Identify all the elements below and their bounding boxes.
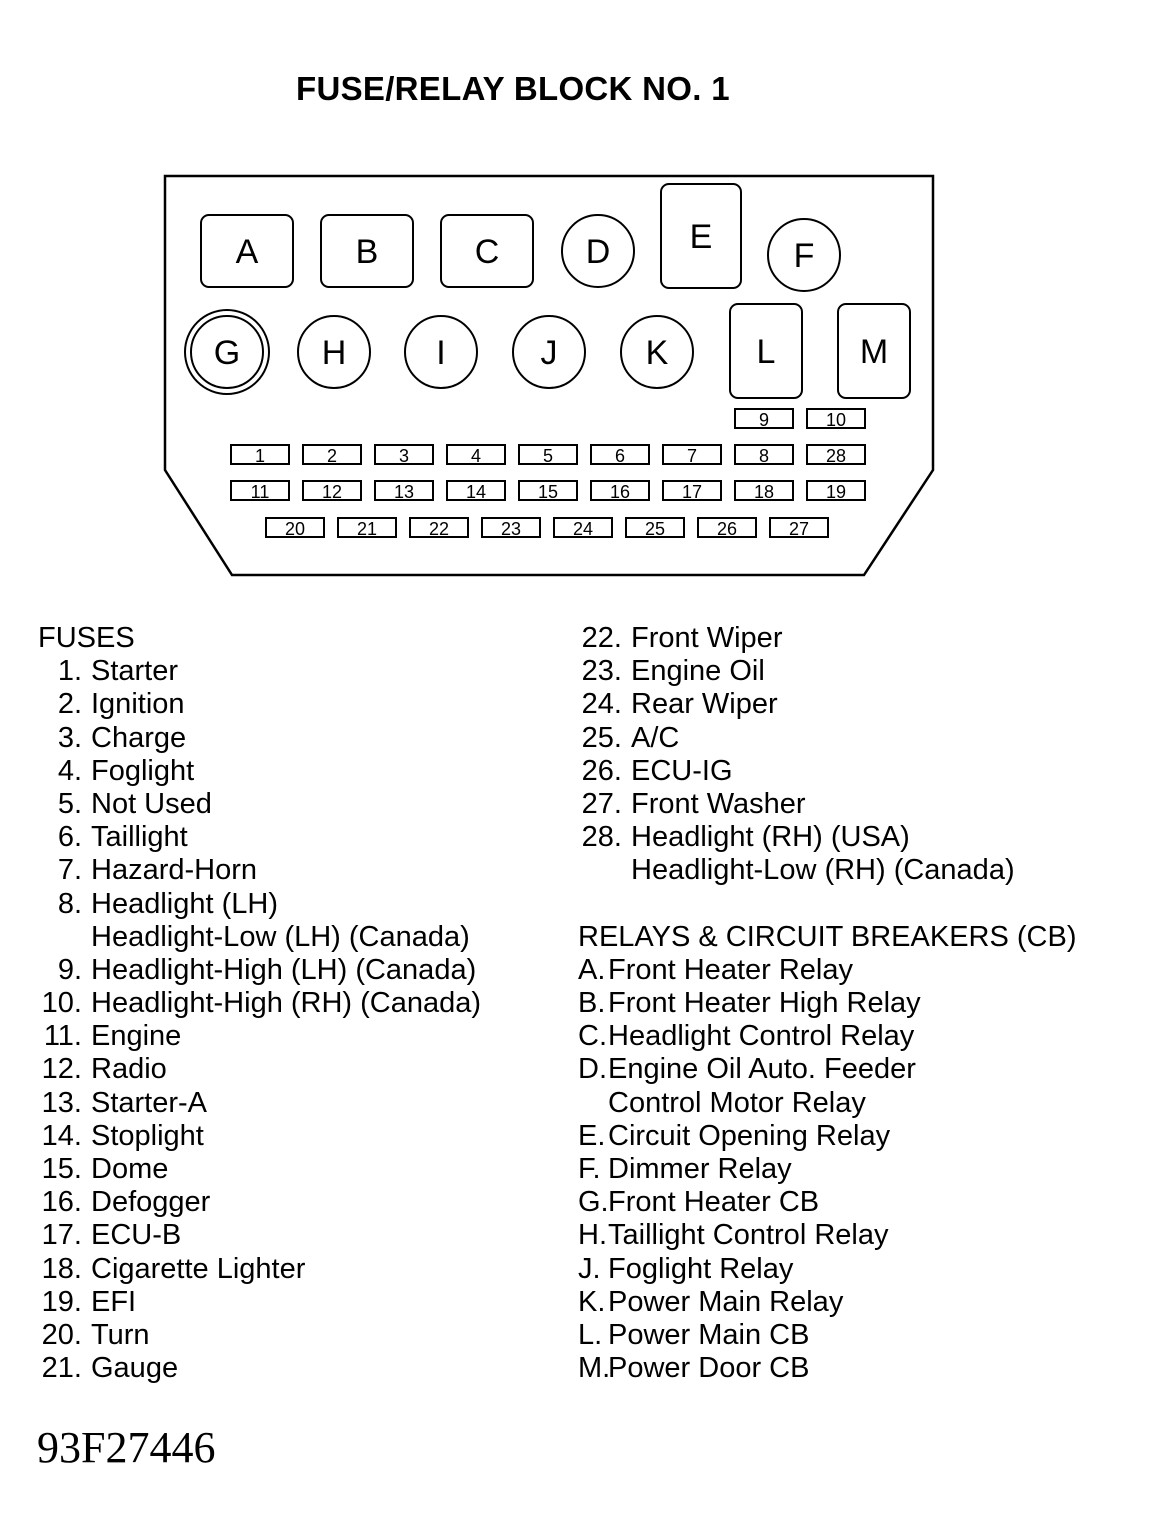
diagram-title: FUSE/RELAY BLOCK NO. 1 (296, 70, 730, 107)
relay-g (185, 310, 269, 394)
fuse-list-item (38, 821, 481, 854)
relay-list-item-number: A. (578, 953, 606, 986)
fuse-list-item (578, 854, 1076, 887)
fuse-list-item-text: Headlight (LH) (91, 887, 278, 920)
fuse-list-item-text: Headlight-Low (RH) (Canada) (631, 854, 1015, 887)
fuse-list-item (38, 1053, 481, 1086)
relay-list-item (578, 987, 1076, 1020)
relay-list-item (578, 1219, 1076, 1252)
relay-label-a: A (235, 233, 259, 271)
fuse-list-item (38, 1352, 481, 1385)
relay-label-b: B (355, 233, 379, 271)
fuse-list-item-number: 24. (581, 688, 622, 721)
relay-b (321, 215, 413, 287)
fuse-list-item (38, 921, 481, 954)
fuse-list-item-text: Charge (91, 721, 187, 754)
fuse-list-item-number (38, 921, 82, 954)
fuse-label-15: 15 (537, 482, 559, 502)
fuse-label-3: 3 (398, 446, 410, 466)
fuse-list-item-text: Headlight (RH) (USA) (631, 821, 910, 854)
relay-list-item-number: G. (578, 1186, 609, 1219)
relay-list-item-number (578, 1087, 600, 1120)
fuse-list-item-text: ECU-IG (631, 754, 733, 787)
fuse-label-9: 9 (758, 410, 770, 430)
relay-list-item (578, 1186, 1076, 1219)
fuse-label-16: 16 (609, 482, 631, 502)
fuse-list-item-text: Headlight-Low (LH) (Canada) (91, 920, 470, 953)
relay-list-item-text: Front Heater Relay (608, 953, 853, 986)
relay-list-item (578, 1286, 1076, 1319)
relay-d (562, 215, 634, 287)
fuse-1 (231, 445, 289, 466)
relay-list-item-text: Taillight Control Relay (608, 1219, 889, 1252)
fuse-list-item-number: 19. (41, 1285, 82, 1318)
fuse-label-26: 26 (716, 519, 738, 539)
relay-h (298, 316, 370, 388)
fuse-list-item-number: 25. (581, 721, 622, 754)
fuse-list-item (38, 1253, 481, 1286)
fuse-list-item-number: 2. (57, 688, 82, 721)
fuse-27 (770, 518, 828, 539)
relay-list-item-number: H. (578, 1219, 607, 1252)
relay-list-item (578, 954, 1076, 987)
fuse-list-item-number: 28. (581, 821, 622, 854)
relay-list-item (578, 1319, 1076, 1352)
fuse-list-item-number: 18. (41, 1252, 82, 1285)
fuse-list-item-number: 6. (57, 821, 82, 854)
fuse-list-item (578, 821, 1076, 854)
relay-list-item-text: Circuit Opening Relay (608, 1119, 891, 1152)
fuse-list-item-number: 20. (41, 1318, 82, 1351)
relay-list-item-number: B. (578, 987, 606, 1020)
fuse-label-18: 18 (753, 482, 775, 502)
relay-list-item-number: C. (578, 1020, 607, 1053)
fuse-list-item-number (578, 854, 622, 887)
fuse-list-item (38, 1286, 481, 1319)
fuse-list-item-number: 8. (57, 887, 82, 920)
fuse-list-item (578, 755, 1076, 788)
fuse-list-item-number: 23. (581, 655, 622, 688)
fuse-list-item-text: Taillight (91, 821, 188, 854)
fuse-list-item (38, 1087, 481, 1120)
fuse-15 (519, 481, 577, 502)
fuse-6 (591, 445, 649, 466)
relay-a (201, 215, 293, 287)
fuse-8 (735, 445, 793, 466)
fuse-10 (807, 409, 865, 430)
fuse-list-item (578, 722, 1076, 755)
fuses-heading: FUSES (38, 622, 135, 654)
fuse-list-item-text: Front Wiper (631, 622, 783, 654)
fuse-12 (303, 481, 361, 502)
fuse-list-item (38, 722, 481, 755)
relay-list-item-number: F. (578, 1153, 601, 1185)
fuse-14 (447, 481, 505, 502)
fuse-list-item-number: 26. (581, 754, 622, 787)
fuse-relay-block-diagram (0, 0, 1153, 600)
relay-m (838, 304, 910, 398)
fuse-label-6: 6 (614, 446, 626, 466)
fuse-label-5: 5 (542, 446, 554, 466)
relay-list-item (578, 1253, 1076, 1286)
fuse-21 (338, 518, 396, 539)
fuse-label-1: 1 (254, 446, 266, 466)
relay-label-j: J (540, 334, 558, 372)
fuse-list-item-number: 11. (43, 1020, 82, 1053)
fuse-24 (554, 518, 612, 539)
fuse-list-item-text: Rear Wiper (631, 688, 778, 721)
fuse-3 (375, 445, 433, 466)
relay-label-l: L (756, 333, 776, 371)
relay-list-item-text: Dimmer Relay (608, 1153, 792, 1185)
fuse-list-item (38, 1319, 481, 1352)
relay-list-item-number: E. (578, 1119, 606, 1152)
fuse-list-item (38, 987, 481, 1020)
fuse-list-item (38, 788, 481, 821)
relay-label-e: E (689, 218, 713, 256)
fuse-list-item (38, 854, 481, 887)
fuse-20 (266, 518, 324, 539)
relay-list-item (578, 1087, 1076, 1120)
fuse-label-7: 7 (686, 446, 698, 466)
fuse-list-item-number: 27. (581, 787, 622, 820)
fuse-list-item-text: Headlight-High (RH) (Canada) (91, 987, 482, 1020)
fuse-group (231, 409, 865, 539)
fuse-list-item-text: Front Washer (631, 787, 806, 820)
fuse-list-item-number: 15. (41, 1153, 82, 1185)
fuse-label-20: 20 (284, 519, 306, 539)
fuse-list-item (38, 1153, 481, 1186)
relay-list-item-text: Control Motor Relay (608, 1086, 866, 1119)
list-spacer (578, 888, 1076, 921)
relay-list-item-text: Front Heater CB (608, 1186, 820, 1219)
fuse-2 (303, 445, 361, 466)
fuse-list (38, 622, 481, 1385)
fuse-label-28: 28 (825, 446, 847, 466)
fuse-list-item-number: 17. (41, 1219, 82, 1252)
fuse-list-item-number: 3. (57, 721, 82, 754)
fuse-list-continued (578, 622, 1076, 1385)
relay-list (578, 954, 1076, 1385)
relay-j (513, 316, 585, 388)
fuse-16 (591, 481, 649, 502)
relay-list-item-number: K. (578, 1285, 606, 1318)
fuse-label-27: 27 (788, 519, 810, 539)
fuse-label-17: 17 (681, 482, 703, 502)
fuse-7 (663, 445, 721, 466)
fuse-list-item-text: Stoplight (91, 1119, 204, 1152)
relay-list-item-text: Power Door CB (608, 1352, 810, 1385)
fuse-19 (807, 481, 865, 502)
fuse-list-item-text: Defogger (91, 1186, 211, 1219)
fuse-label-4: 4 (470, 446, 482, 466)
fuse-list-item-number: 10. (41, 987, 82, 1020)
fuse-13 (375, 481, 433, 502)
fuse-28 (807, 445, 865, 466)
relay-label-h: H (321, 334, 347, 372)
fuse-label-2: 2 (326, 446, 338, 466)
fuse-25 (626, 518, 684, 539)
fuse-list-item-text: Not Used (91, 787, 212, 820)
fuse-list-item (38, 1186, 481, 1219)
relay-list-item-text: Engine Oil Auto. Feeder (608, 1053, 916, 1086)
fuse-label-8: 8 (758, 446, 770, 466)
fuse-list-item-text: Turn (91, 1318, 150, 1351)
fuse-list-item-number: 14. (41, 1119, 82, 1152)
fuse-list-item (578, 655, 1076, 688)
fuse-list-item (578, 788, 1076, 821)
fuse-label-23: 23 (500, 519, 522, 539)
fuse-11 (231, 481, 289, 502)
relay-e (661, 184, 741, 288)
relay-list-item-text: Foglight Relay (608, 1252, 794, 1285)
fuse-list-item-number: 13. (41, 1086, 82, 1119)
fuse-list-item-text: Cigarette Lighter (91, 1252, 306, 1285)
fuse-list-item-text: Foglight (91, 754, 195, 787)
fuse-list-item (38, 888, 481, 921)
fuse-list-item-number: 1. (57, 655, 82, 688)
fuse-label-21: 21 (356, 519, 378, 539)
relay-label-f: F (793, 237, 815, 275)
fuse-list-item-number: 16. (41, 1186, 82, 1219)
fuse-list-item (38, 954, 481, 987)
relay-i (405, 316, 477, 388)
fuse-list-item (38, 1120, 481, 1153)
relay-list-item (578, 1153, 1076, 1186)
relay-list-item-number: M. (578, 1352, 611, 1385)
fuse-list-item-text: Gauge (91, 1352, 179, 1385)
relay-list-item-number: L. (578, 1318, 603, 1351)
fuse-list-item-number: 7. (57, 854, 82, 887)
fuse-list-item (38, 755, 481, 788)
fuse-list-item-text: EFI (91, 1285, 137, 1318)
fuse-label-12: 12 (321, 482, 343, 502)
fuse-list-item-text: Engine (91, 1020, 182, 1053)
fuse-list-item-text: A/C (631, 721, 680, 754)
fuse-label-24: 24 (572, 519, 594, 539)
fuse-list-item-text: Dome (91, 1153, 169, 1185)
figure-code: 93F27446 (37, 1423, 216, 1472)
fuse-list-item-text: Headlight-High (LH) (Canada) (91, 953, 477, 986)
fuse-list-item (38, 655, 481, 688)
fuse-list-item-text: Starter-A (91, 1086, 208, 1119)
relay-l (730, 304, 802, 398)
fuse-list-item-text: ECU-B (91, 1219, 182, 1252)
relay-list-item-text: Headlight Control Relay (608, 1020, 915, 1053)
fuse-list-item-number: 22. (581, 622, 622, 654)
fuse-list-item-number: 21. (41, 1352, 82, 1385)
relay-label-i: I (436, 334, 446, 372)
fuse-label-22: 22 (428, 519, 450, 539)
fuse-list-item-number: 12. (41, 1053, 82, 1086)
fuse-list-item-number: 5. (57, 787, 82, 820)
fuse-label-19: 19 (825, 482, 847, 502)
fuse-list-item (38, 1219, 481, 1252)
relays-heading: RELAYS & CIRCUIT BREAKERS (CB) (578, 920, 1077, 953)
fuse-label-11: 11 (250, 482, 270, 502)
relay-list-item-number: D. (578, 1053, 607, 1086)
relay-c (441, 215, 533, 287)
relay-f (768, 219, 840, 291)
fuse-label-14: 14 (465, 482, 487, 502)
fuse-list-item-number: 9. (57, 953, 82, 986)
fuse-label-10: 10 (825, 410, 847, 430)
relay-list-item-text: Power Main Relay (608, 1285, 844, 1318)
relay-k (621, 316, 693, 388)
fuse-list-item-text: Starter (91, 655, 179, 688)
relay-group (185, 184, 910, 398)
fuse-list-item (38, 688, 481, 721)
fuse-4 (447, 445, 505, 466)
relay-list-item-text: Front Heater High Relay (608, 987, 921, 1020)
fuse-18 (735, 481, 793, 502)
fuse-17 (663, 481, 721, 502)
fuse-label-25: 25 (644, 519, 666, 539)
fuse-list-item (578, 622, 1076, 655)
fuse-5 (519, 445, 577, 466)
fuse-list-item-text: Engine Oil (631, 655, 765, 688)
relay-list-item (578, 1020, 1076, 1053)
fuse-list-item (578, 688, 1076, 721)
fuse-label-13: 13 (393, 482, 415, 502)
fuse-9 (735, 409, 793, 430)
fuse-list-item-text: Hazard-Horn (91, 854, 257, 887)
fuse-22 (410, 518, 468, 539)
relay-list-item-text: Power Main CB (608, 1318, 810, 1351)
relay-list-item-number: J. (578, 1252, 601, 1285)
fuse-list-item-text: Ignition (91, 688, 185, 721)
relay-label-k: K (645, 334, 669, 372)
fuse-23 (482, 518, 540, 539)
fuse-list-item-number: 4. (57, 754, 82, 787)
fuse-26 (698, 518, 756, 539)
relay-label-c: C (474, 233, 500, 271)
fuse-list-item-text: Radio (91, 1053, 167, 1086)
relay-list-item (578, 1352, 1076, 1385)
relay-list-item (578, 1120, 1076, 1153)
relay-label-m: M (859, 333, 889, 371)
relay-list-item (578, 1053, 1076, 1086)
relay-label-g: G (213, 334, 241, 372)
relay-label-d: D (585, 233, 611, 271)
block-outline (165, 176, 933, 575)
fuse-list-item (38, 1020, 481, 1053)
